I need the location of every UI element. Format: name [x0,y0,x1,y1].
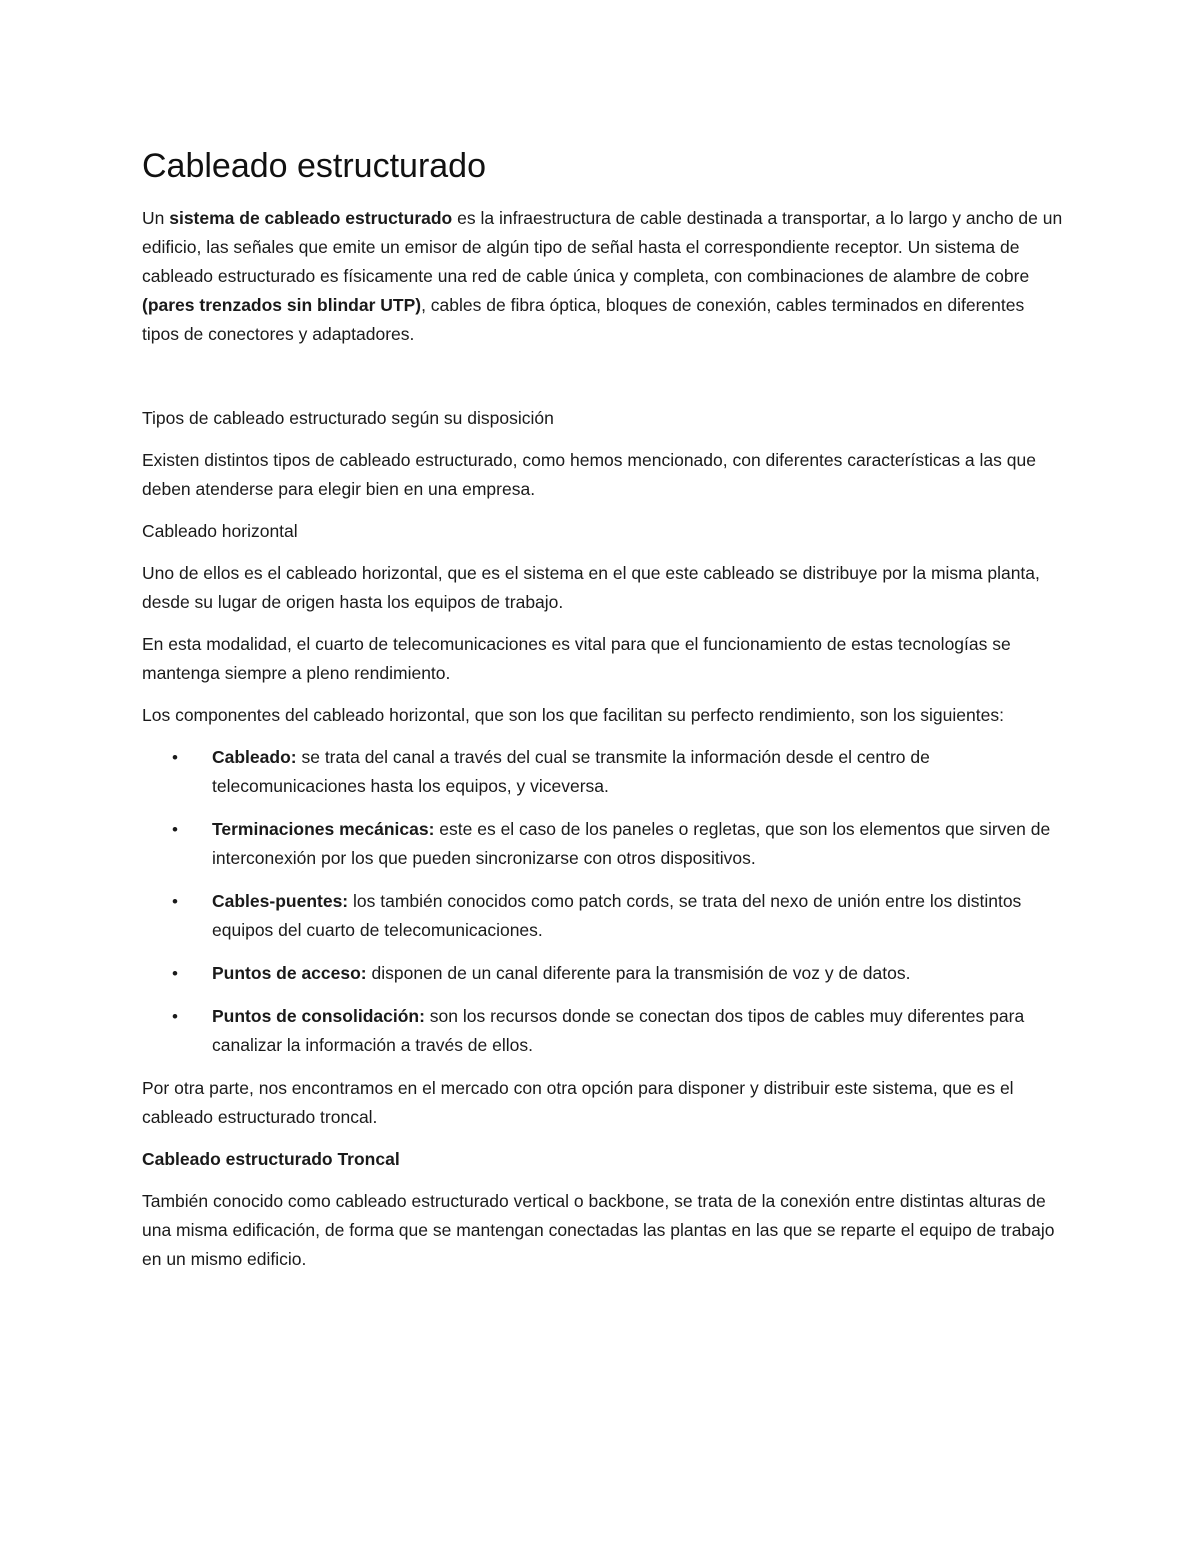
bullet-icon: • [172,1007,178,1026]
list-item [142,959,1064,988]
intro-text-1: Un [142,208,170,228]
horizontal-paragraph-1: Uno de ellos es el cableado horizontal, que es el sistema en el que este cableado se distribuye por la misma planta, desde su lugar de origen hasta los equipos de trabajo. [142,563,1040,612]
list-item [142,887,1064,945]
list-item-term: Terminaciones mecánicas: [212,819,435,839]
troncal-text: También conocido como cableado estructurado vertical o backbone, se trata de la conexión entre distintas alturas de una misma edificación, de forma que se mantengan conectadas las plantas en las que se reparte el equipo de trabajo en un mismo edificio. [142,1191,1055,1269]
intro-text-2: es la infraestructura de cable destinada a transportar, a lo largo y ancho de un edificio, las señales que emite un emisor de algún tipo de señal hasta el correspondiente receptor. Un sistema de cableado estructurado es físicamente una red de cable única y completa, con combinaciones de alambre de cobre [142,208,1063,286]
list-item-term: Cableado: [212,747,297,767]
troncal-intro: Por otra parte, nos encontramos en el mercado con otra opción para disponer y distribuir este sistema, que es el cableado estructurado troncal. [142,1078,1014,1127]
bullet-icon: • [172,748,178,767]
list-item [142,743,1064,801]
bullet-icon: • [172,892,178,911]
list-item [142,815,1064,873]
list-item-text: este es el caso de los paneles o regletas, que son los elementos que sirven de interconexión por los que pueden sincronizarse con otros dispositivos. [212,819,1051,868]
list-item-text: los también conocidos como patch cords, se trata del nexo de unión entre los distintos equipos del cuarto de telecomunicaciones. [212,891,1022,940]
list-item-text: se trata del canal a través del cual se transmite la información desde el centro de telecomunicaciones hasta los equipos, y viceversa. [212,747,930,796]
document-page [142,142,1064,1287]
intro-bold-1: sistema de cableado estructurado [169,208,453,228]
horizontal-paragraph-2: En esta modalidad, el cuarto de telecomunicaciones es vital para que el funcionamiento de estas tecnologías se mantenga siempre a pleno rendimiento. [142,634,1011,683]
list-item-text: son los recursos donde se conectan dos tipos de cables muy diferentes para canalizar la información a través de ellos. [212,1006,1025,1055]
horizontal-paragraph-3: Los componentes del cableado horizontal, que son los que facilitan su perfecto rendimiento, son los siguientes: [142,705,1004,725]
list-item-term: Puntos de acceso: [212,963,367,983]
bullet-icon: • [172,964,178,983]
list-item-term: Cables-puentes: [212,891,349,911]
components-list [142,743,1064,1060]
troncal-title-text: Cableado estructurado Troncal [142,1149,400,1169]
page-title: Cableado estructurado [142,147,487,185]
spacer [142,362,1064,404]
intro-bold-2: (pares trenzados sin blindar UTP) [142,295,422,315]
list-item [142,1002,1064,1060]
intro-text-3: , cables de fibra óptica, bloques de conexión, cables terminados en diferentes tipos de conectores y adaptadores. [142,295,1025,344]
list-item-text: disponen de un canal diferente para la transmisión de voz y de datos. [366,963,911,983]
section-types-text: Existen distintos tipos de cableado estructurado, como hemos mencionado, con diferentes características a las que deben atenderse para elegir bien en una empresa. [142,450,1036,499]
horizontal-title: Cableado horizontal [142,521,298,541]
list-item-term: Puntos de consolidación: [212,1006,425,1026]
intro-paragraph [142,204,1064,349]
bullet-icon: • [172,820,178,839]
section-types-title: Tipos de cableado estructurado según su disposición [142,408,554,428]
troncal-title [142,1145,1064,1174]
